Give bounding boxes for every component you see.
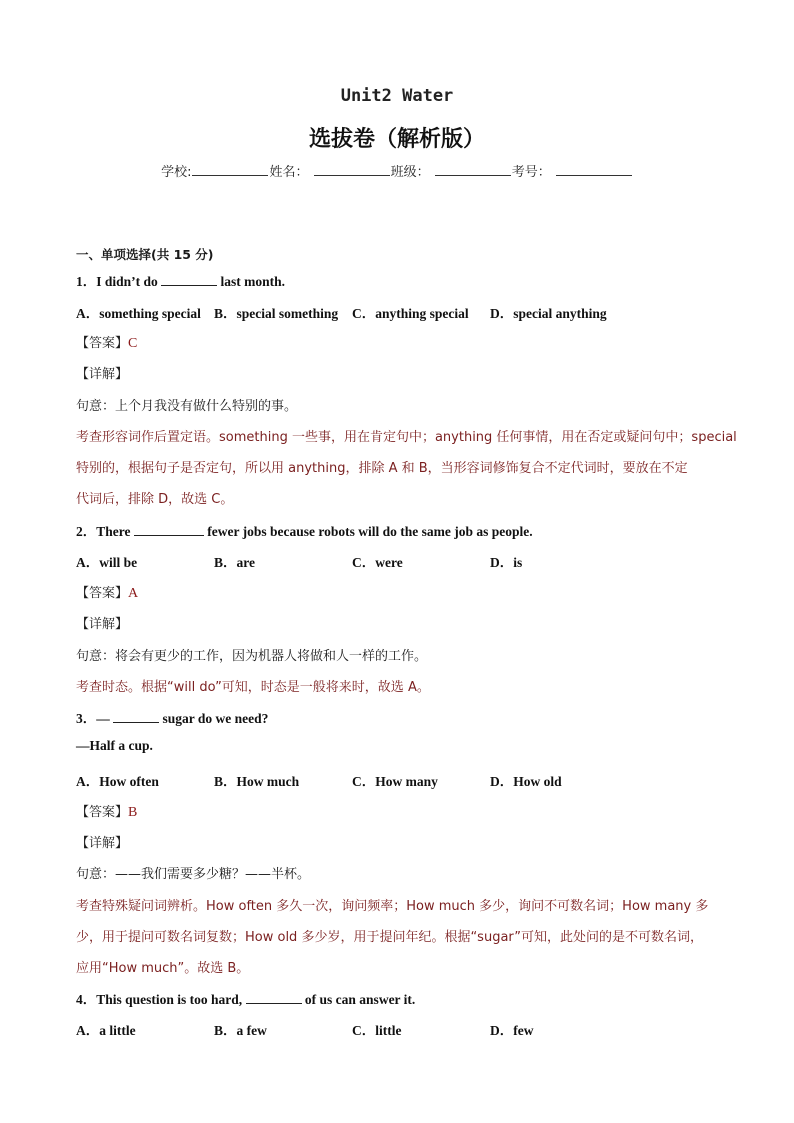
option-a: A．How often	[76, 774, 159, 789]
question-1-analysis-line: 考查形容词作后置定语。something 一些事，用在肯定句中；anything 任何事情，用在否定或疑问句中；special	[76, 430, 737, 445]
question-3-prefix: 3．—	[76, 711, 110, 726]
question-2-detail-tag: 【详解】	[76, 617, 129, 632]
question-1-analysis-line: 特别的，根据句子是否定句，所以用 anything，排除 A 和 B，当形容词修饰复合不定代词时，要放在不定	[76, 461, 688, 476]
option-c: C．were	[352, 555, 403, 570]
question-2-analysis-line: 考查时态。根据“will do”可知，时态是一般将来时，故选 A。	[76, 680, 430, 695]
option-a: A．something special	[76, 306, 201, 321]
option-a: A．a little	[76, 1023, 136, 1038]
student-info-line	[0, 161, 794, 180]
option-b: B．a few	[214, 1023, 267, 1038]
question-1-blank	[161, 273, 217, 286]
school-label: 学校:	[161, 165, 192, 180]
question-3-analysis-line: 考查特殊疑问词辨析。How often 多久一次，询问频率；How much 多少，询问不可数名词；How many 多	[76, 899, 709, 914]
name-blank[interactable]	[314, 163, 390, 176]
question-4-options	[76, 1019, 736, 1039]
question-3-stem	[76, 707, 268, 727]
option-c: C．anything special	[352, 306, 469, 321]
question-3-suffix: sugar do we need?	[162, 711, 269, 726]
option-b: B．How much	[214, 774, 300, 789]
option-c: C．little	[352, 1023, 402, 1038]
question-2-meaning: 句意：将会有更少的工作，因为机器人将做和人一样的工作。	[76, 649, 428, 664]
question-4-prefix: 4．This question is too hard,	[76, 992, 243, 1007]
school-blank[interactable]	[192, 163, 268, 176]
question-3-detail-tag: 【详解】	[76, 836, 129, 851]
question-4-suffix: of us can answer it.	[304, 992, 416, 1007]
class-blank[interactable]	[435, 163, 511, 176]
answer-value: B	[128, 805, 138, 820]
question-2-suffix: fewer jobs because robots will do the same job as people.	[207, 524, 533, 539]
question-2-blank	[134, 523, 204, 536]
question-1-options	[76, 302, 736, 322]
answer-tag: 【答案】	[76, 336, 129, 351]
answer-value: A	[128, 586, 139, 601]
question-3-meaning: 句意：——我们需要多少糖？——半杯。	[76, 867, 311, 882]
question-3-analysis-line: 应用“How much”。故选 B。	[76, 961, 250, 976]
name-label: 姓名：	[269, 165, 309, 180]
id-blank[interactable]	[556, 163, 632, 176]
option-c: C．How many	[352, 774, 438, 789]
question-2-prefix: 2．There	[76, 524, 131, 539]
option-d: D．special anything	[490, 306, 607, 321]
question-4-stem	[76, 988, 415, 1008]
question-1-answer	[76, 332, 137, 352]
question-1-suffix: last month.	[220, 274, 286, 289]
question-3-options	[76, 770, 736, 790]
question-1-detail-tag: 【详解】	[76, 367, 129, 382]
question-1-prefix: 1．I didn’t do	[76, 274, 158, 289]
option-d: D．How old	[490, 774, 562, 789]
question-1-analysis-line: 代词后，排除 D，故选 C。	[76, 492, 234, 507]
section-heading: 一、单项选择(共 15 分)	[76, 247, 214, 262]
answer-value: C	[128, 336, 138, 351]
question-1-meaning: 句意：上个月我没有做什么特别的事。	[76, 399, 298, 414]
option-d: D．few	[490, 1023, 534, 1038]
class-label: 班级：	[390, 165, 430, 180]
answer-tag: 【答案】	[76, 805, 129, 820]
answer-tag: 【答案】	[76, 586, 129, 601]
unit-title: Unit2 Water	[340, 86, 454, 106]
question-3-answer	[76, 801, 137, 821]
document-title: 选拔卷（解析版）	[308, 127, 485, 152]
question-2-answer	[76, 582, 138, 602]
question-3-analysis-line: 少，用于提问可数名词复数；How old 多少岁，用于提问年纪。根据“sugar”可知，此处问的是不可数名词，	[76, 930, 704, 945]
question-2-options	[76, 551, 736, 571]
question-1-stem	[76, 270, 285, 290]
option-b: B．special something	[214, 306, 339, 321]
question-2-stem	[76, 520, 533, 540]
option-a: A．will be	[76, 555, 138, 570]
id-label: 考号：	[511, 165, 551, 180]
question-4-blank	[246, 991, 302, 1004]
option-d: D．is	[490, 555, 523, 570]
option-b: B．are	[214, 555, 255, 570]
question-3-blank	[113, 710, 159, 723]
question-3-reply: —Half a cup.	[76, 738, 153, 753]
